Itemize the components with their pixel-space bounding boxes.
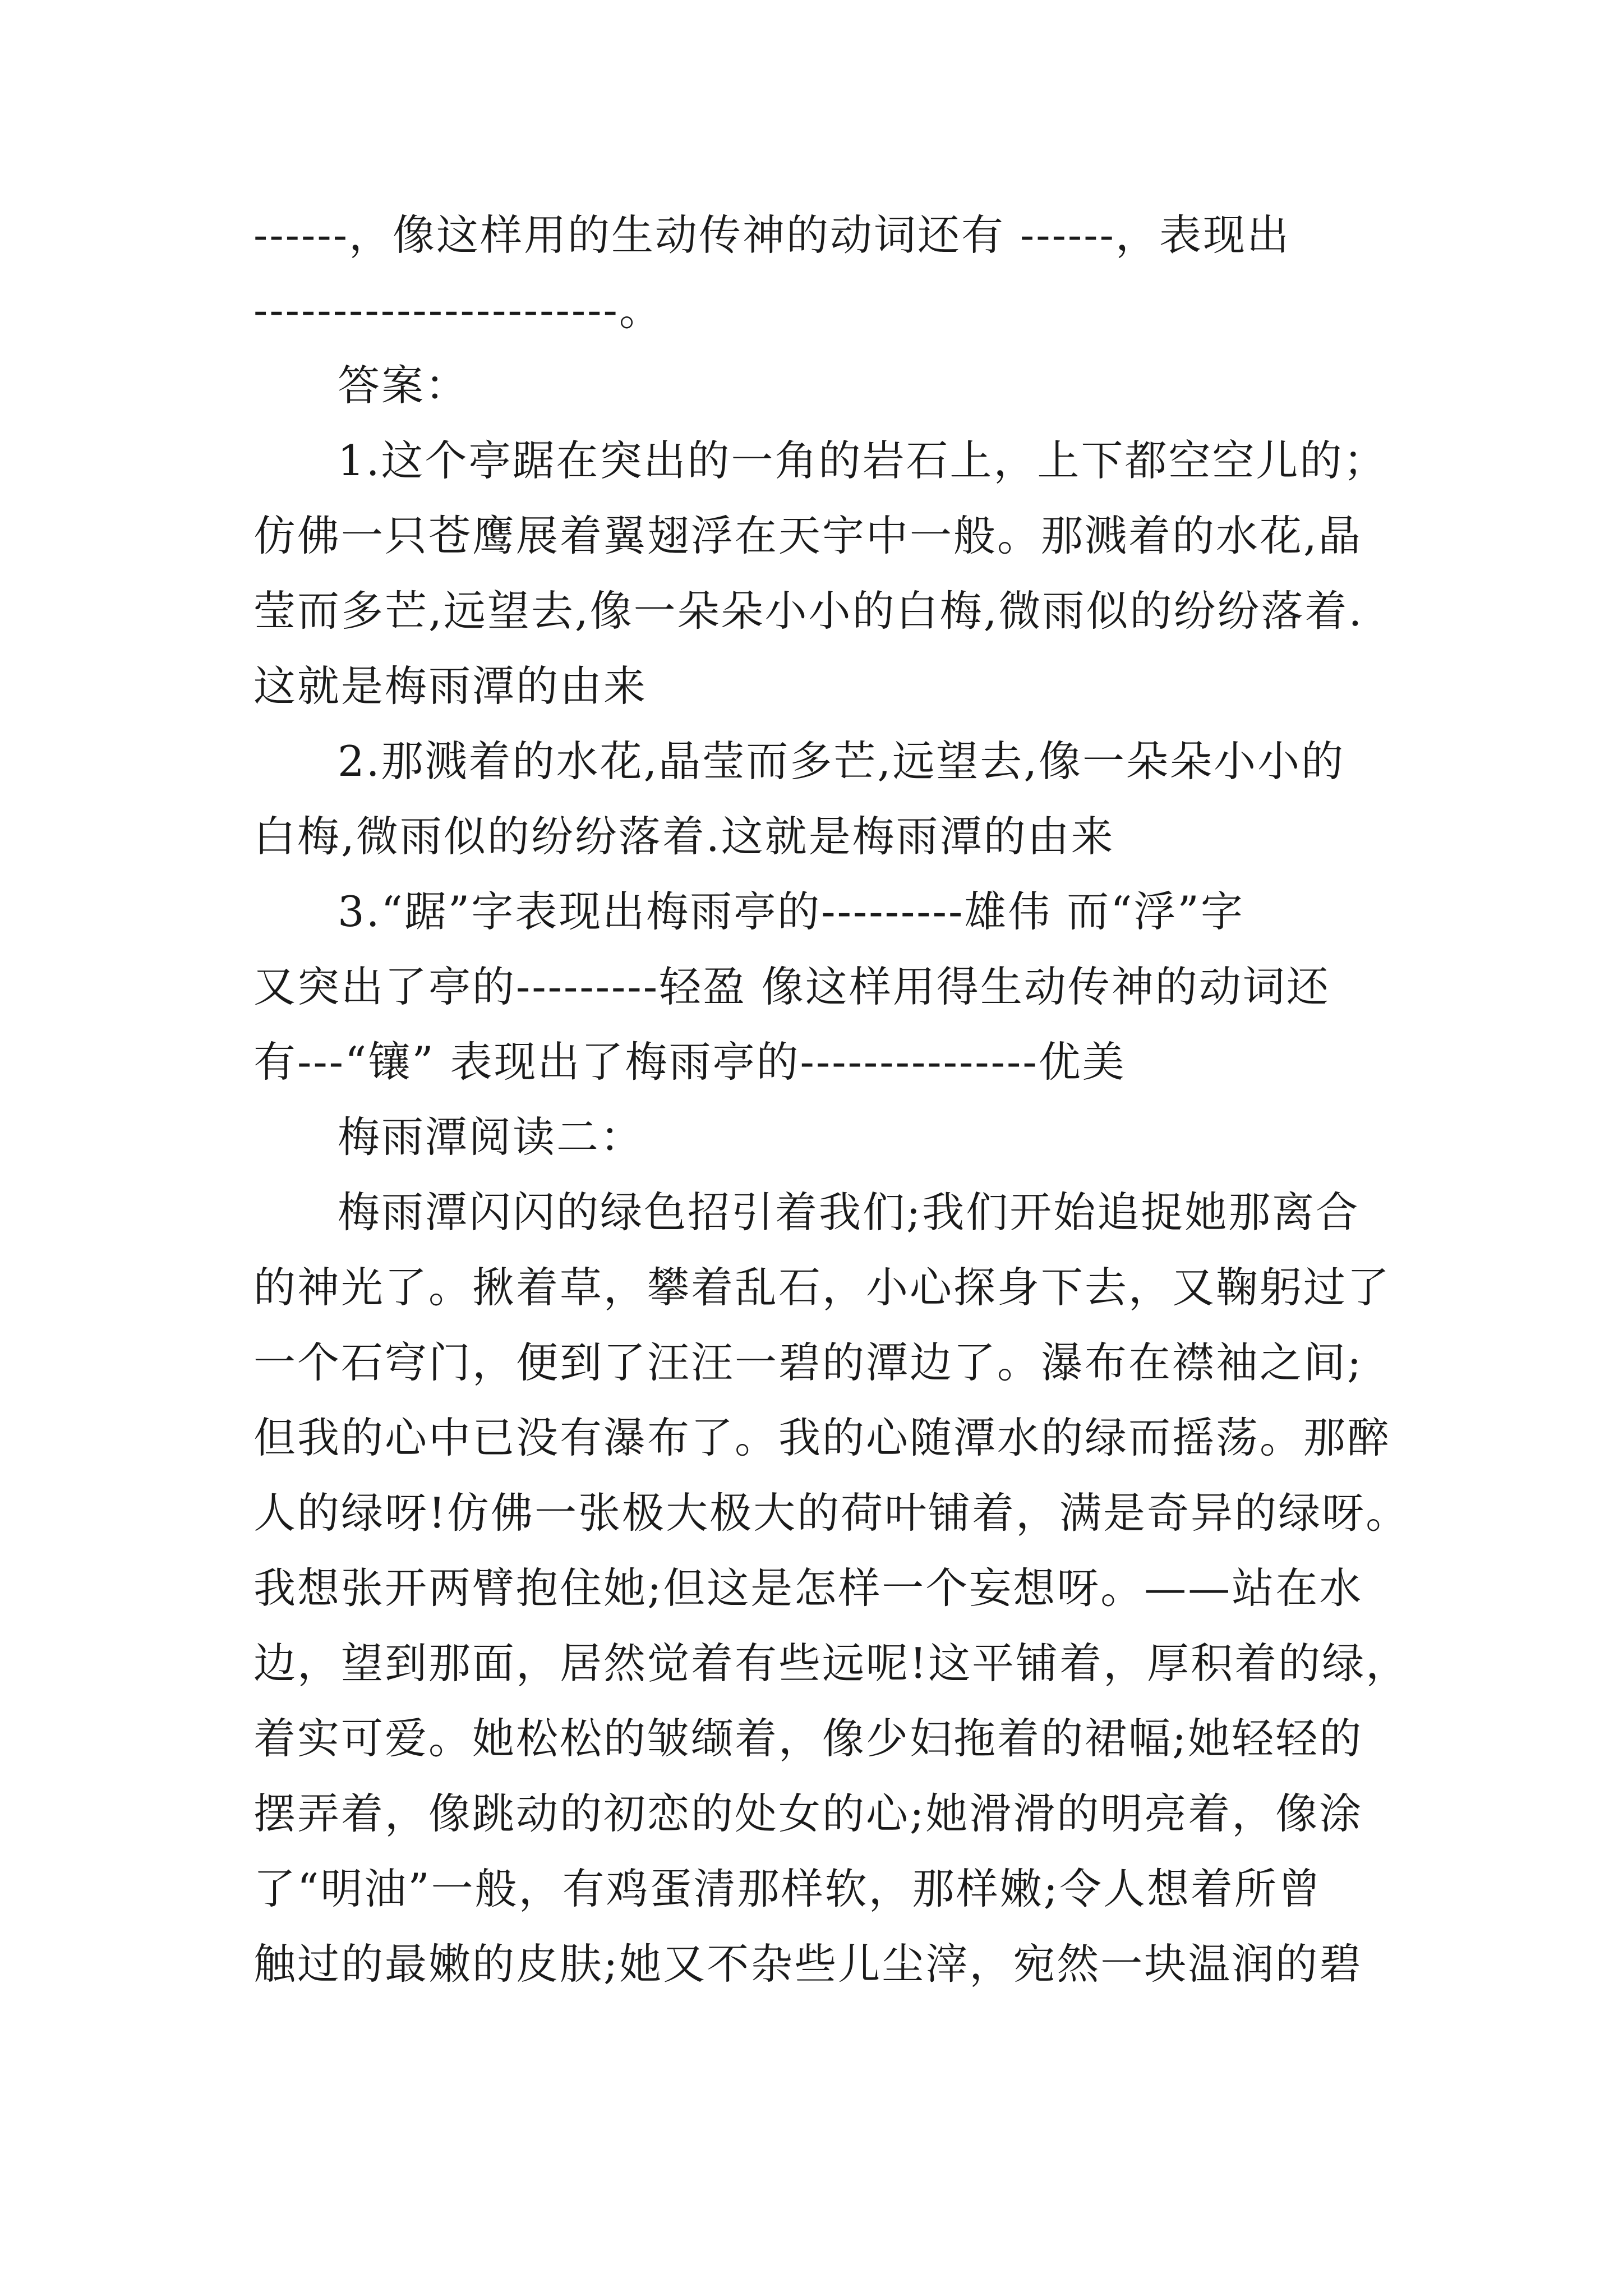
text-line: 仿佛一只苍鹰展着翼翅浮在天宇中一般。那溅着的水花,晶 — [253, 511, 1362, 560]
text-line: 莹而多芒,远望去,像一朵朵小小的白梅,微雨似的纷纷落着. — [253, 586, 1364, 636]
text-line: 2.那溅着的水花,晶莹而多芒,远望去,像一朵朵小小的 — [338, 737, 1345, 786]
text-line: 梅雨潭闪闪的绿色招引着我们;我们开始追捉她那离合 — [338, 1188, 1360, 1237]
text-line: 人的绿呀!仿佛一张极大极大的荷叶铺着，满是奇异的绿呀。 — [253, 1488, 1410, 1538]
text-line: ------，像这样用的生动传神的动词还有 ------，表现出 — [253, 210, 1290, 260]
text-line: 的神光了。揪着草，攀着乱石，小心探身下去，又鞠躬过了 — [253, 1263, 1391, 1312]
text-line: -----------------------。 — [253, 286, 663, 335]
text-line: 触过的最嫩的皮肤;她又不杂些儿尘滓，宛然一块温润的碧 — [253, 1939, 1363, 1989]
text-line: 着实可爱。她松松的皱缬着，像少妇拖着的裙幅;她轻轻的 — [253, 1714, 1363, 1763]
text-line: 3.“踞”字表现出梅雨亭的---------雄伟 而“浮”字 — [338, 887, 1244, 936]
text-line: 边，望到那面，居然觉着有些远呢!这平铺着，厚积着的绿， — [253, 1639, 1410, 1688]
text-line: 又突出了亭的---------轻盈 像这样用得生动传神的动词还 — [253, 962, 1330, 1011]
text-line: 摆弄着，像跳动的初恋的处女的心;她滑滑的明亮着，像涂 — [253, 1789, 1363, 1838]
text-line: 白梅,微雨似的纷纷落着.这就是梅雨潭的由来 — [253, 812, 1115, 861]
text-line: 有---“镶” 表现出了梅雨亭的---------------优美 — [253, 1037, 1126, 1087]
answer-heading: 答案： — [338, 361, 469, 410]
section-heading: 梅雨潭阅读二： — [338, 1112, 644, 1162]
body-text — [253, 197, 1410, 2001]
text-line: 1.这个亭踞在突出的一角的岩石上，上下都空空儿的； — [338, 436, 1387, 485]
text-line: 了“明油”一般，有鸡蛋清那样软，那样嫩;令人想着所曾 — [253, 1864, 1322, 1913]
text-line: 一个石穹门，便到了汪汪一碧的潭边了。瀑布在襟袖之间; — [253, 1338, 1363, 1387]
text-line: 但我的心中已没有瀑布了。我的心随潭水的绿而摇荡。那醉 — [253, 1413, 1391, 1462]
text-line: 这就是梅雨潭的由来 — [253, 661, 648, 711]
text-line: 我想张开两臂抱住她;但这是怎样一个妄想呀。——站在水 — [253, 1563, 1363, 1613]
